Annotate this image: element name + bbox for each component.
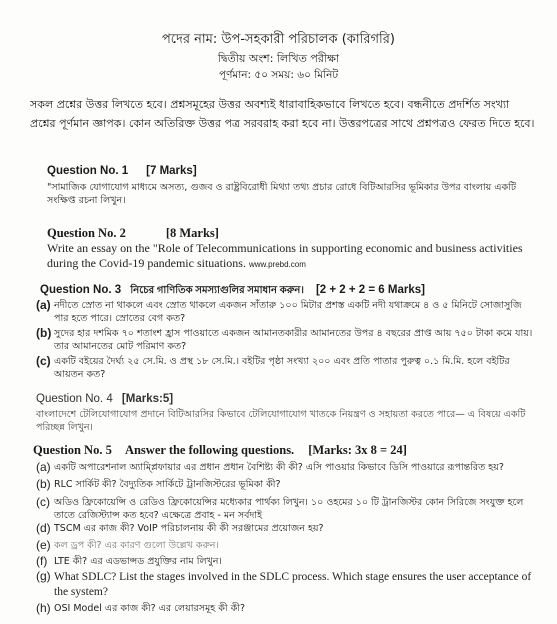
item-label: (h) [36,601,51,615]
question-3-item-c [36,355,536,381]
question-5-item-f [36,555,536,568]
item-text: একটি বইয়ের দৈর্ঘ্য ২৫ সে.মি. ও প্রস্থ ১৮ সে.মি.। বইটির পৃষ্ঠা সংখ্যা ২০০ এবং প্রতি পাতার পুরুত্ব ০.১ মি.মি. হলে বইটির আয়তন কত? [54,356,510,380]
question-5-item-b [36,478,536,491]
question-1-text: "সামাজিক যোগাযোগ মাধ্যমে অসত্য, গুজব ও রাষ্ট্রবিরোধী মিথ্যা তথ্য প্রচার রোধে বিটিআরসির ভূমিকার উপর বাংলায় একটি সংক্ষিপ্ত রচনা লিখুন। [47,182,517,206]
question-1-heading [47,165,197,177]
question-2-heading [47,226,219,241]
item-text: LTE কী? এর এডভান্সড প্রযুক্তির নাম লিখুন। [54,556,222,567]
exam-part: দ্বিতীয় অংশ: লিখিত পরীক্ষা [217,52,340,65]
item-label: (b) [36,326,52,340]
item-label: (e) [36,538,51,552]
question-5-item-g [36,570,536,600]
marks-and-time: পূর্ণমান: ৫০ সময়: ৬০ মিনিট [218,69,339,81]
question-2-marks: [8 Marks] [165,226,219,240]
question-5-title: Question No. 5 [33,443,112,457]
question-3-title: Question No. 3 [40,284,122,296]
question-5-marks: [Marks: 3x 8 = 24] [308,443,407,457]
item-label: (a) [36,298,51,312]
question-2-text [47,241,537,272]
item-text: TSCM এর কাজ কী? VoIP পরিচালনায় কী কী সরঞ্জামের প্রয়োজন হয়? [54,523,324,534]
question-4-marks: [Marks:5] [121,393,174,405]
post-title: পদের নাম: উপ-সহকারী পরিচালক (কারিগরি) [161,32,395,47]
item-text: কল ড্রপ কী? এর কারণ গুলো উল্লেখ করুন। [54,540,219,551]
instructions: সকল প্রশ্নের উত্তর লিখতে হবে। প্রশ্নসমূহের উত্তর অবশ্যই ধারাবাহিকভাবে লিখতে হবে। বন্ধনীতে প্রদর্শিত সংখ্যা প্রশ্নের পূর্ণমান জ্ঞাপক। কোন অতিরিক্ত উত্তর পত্র সরবরাহ করা হবে না। উত্তরপত্রের সাথে প্রশ্নপত্রও ফেরত দিতে হবে। [30,98,535,130]
question-5-item-a [36,461,536,474]
item-text: অডিও ফ্রিকোয়েন্সি ও রেডিও ফ্রিকোয়েন্সির মধ্যেকার পার্থক্য লিখুন। ১০ ওহমের ১০ টি ট্রানজিস্টর কোন সিরিজে সংযুক্ত হলে তাতে রেজিস্ট্যান্স কত হবে? এক্ষেত্রে প্রবাহ - মন সর্বদাই [54,497,524,521]
item-text: সুদের হার দশমিক ৭০ শতাংশ হ্রাস পাওয়াতে একজন আমানতকারীর আমানতের উপর ৪ বছরের প্রাপ্ত আয় ৭৫০ টাকা কমে যায়। তার আমানতের মোট পরিমাণ কত? [54,328,533,352]
item-text: What SDLC? List the stages involved in the SDLC process. Which stage ensures the user acceptance of the system? [54,571,532,598]
item-label: (f) [36,554,48,568]
question-1-marks: [7 Marks] [146,165,197,177]
question-3-heading [40,283,425,300]
question-1-title: Question No. 1 [47,165,129,177]
question-4-title: Question No. 4 [36,393,113,405]
item-text: RLC সার্কিট কী? বৈদ্যুতিক সার্কিটে ট্রানজিস্টরের ভূমিকা কী? [54,479,281,490]
question-5-heading [33,443,407,458]
item-text: একটি অপারেশনাল অ্যাম্প্লিফায়ার এর প্রধান প্রধান বৈশিষ্ট্য কী কী? এসি পাওয়ার কিভাবে ডিসি পাওয়ারে রূপান্তরিত হয়? [54,462,504,473]
question-5-item-c [36,496,536,522]
question-4-text: বাংলাদেশে টেলিযোগাযোগ প্রদানে বিটিআরসির কিভাবে টেলিযোগাযোগ খাতকে নিয়ন্ত্রণ ও সহায়তা করতে পারে— এ বিষয়ে একটি পরিচ্ছন্ন লিখুন। [36,409,526,433]
question-3-subtitle: নিচের গাণিতিক সমস্যাগুলির সমাধান করুন। [130,285,304,296]
question-5-item-h [36,602,536,615]
question-5-subtitle: Answer the following questions. [124,443,295,457]
question-2-source: www.prebd.com [248,260,306,269]
item-label: (b) [36,477,51,491]
item-label: (a) [36,460,51,474]
question-3-item-b [36,327,536,353]
question-3-item-a [36,299,536,325]
question-5-item-d [36,522,536,535]
question-2-title: Question No. 2 [47,226,126,240]
question-5-item-e [36,539,536,552]
item-label: (c) [36,495,50,509]
item-label: (c) [36,354,51,368]
question-4-heading [36,393,173,405]
item-label: (g) [36,569,51,583]
item-text: OSI Model এর কাজ কী? এর লেয়ারসমূহ কী কী? [54,603,246,614]
question-3-marks: [2 + 2 + 2 = 6 Marks] [315,284,425,296]
question-2-essay-prompt: Write an essay on the "Role of Telecommunications in supporting economic and business activities during the Covid-19 pandemic situations. [47,241,523,270]
item-label: (d) [36,521,51,535]
item-text: নদীতে স্রোত না থাকলে এবং স্রোত থাকলে একজন সাঁতারু ১০০ মিটার প্রশস্ত একটি নদী যথাক্রমে ৪ ও ৫ মিনিটে সোজাসুজি পার হতে পারে। স্রোতের বেগ কত? [54,300,522,324]
